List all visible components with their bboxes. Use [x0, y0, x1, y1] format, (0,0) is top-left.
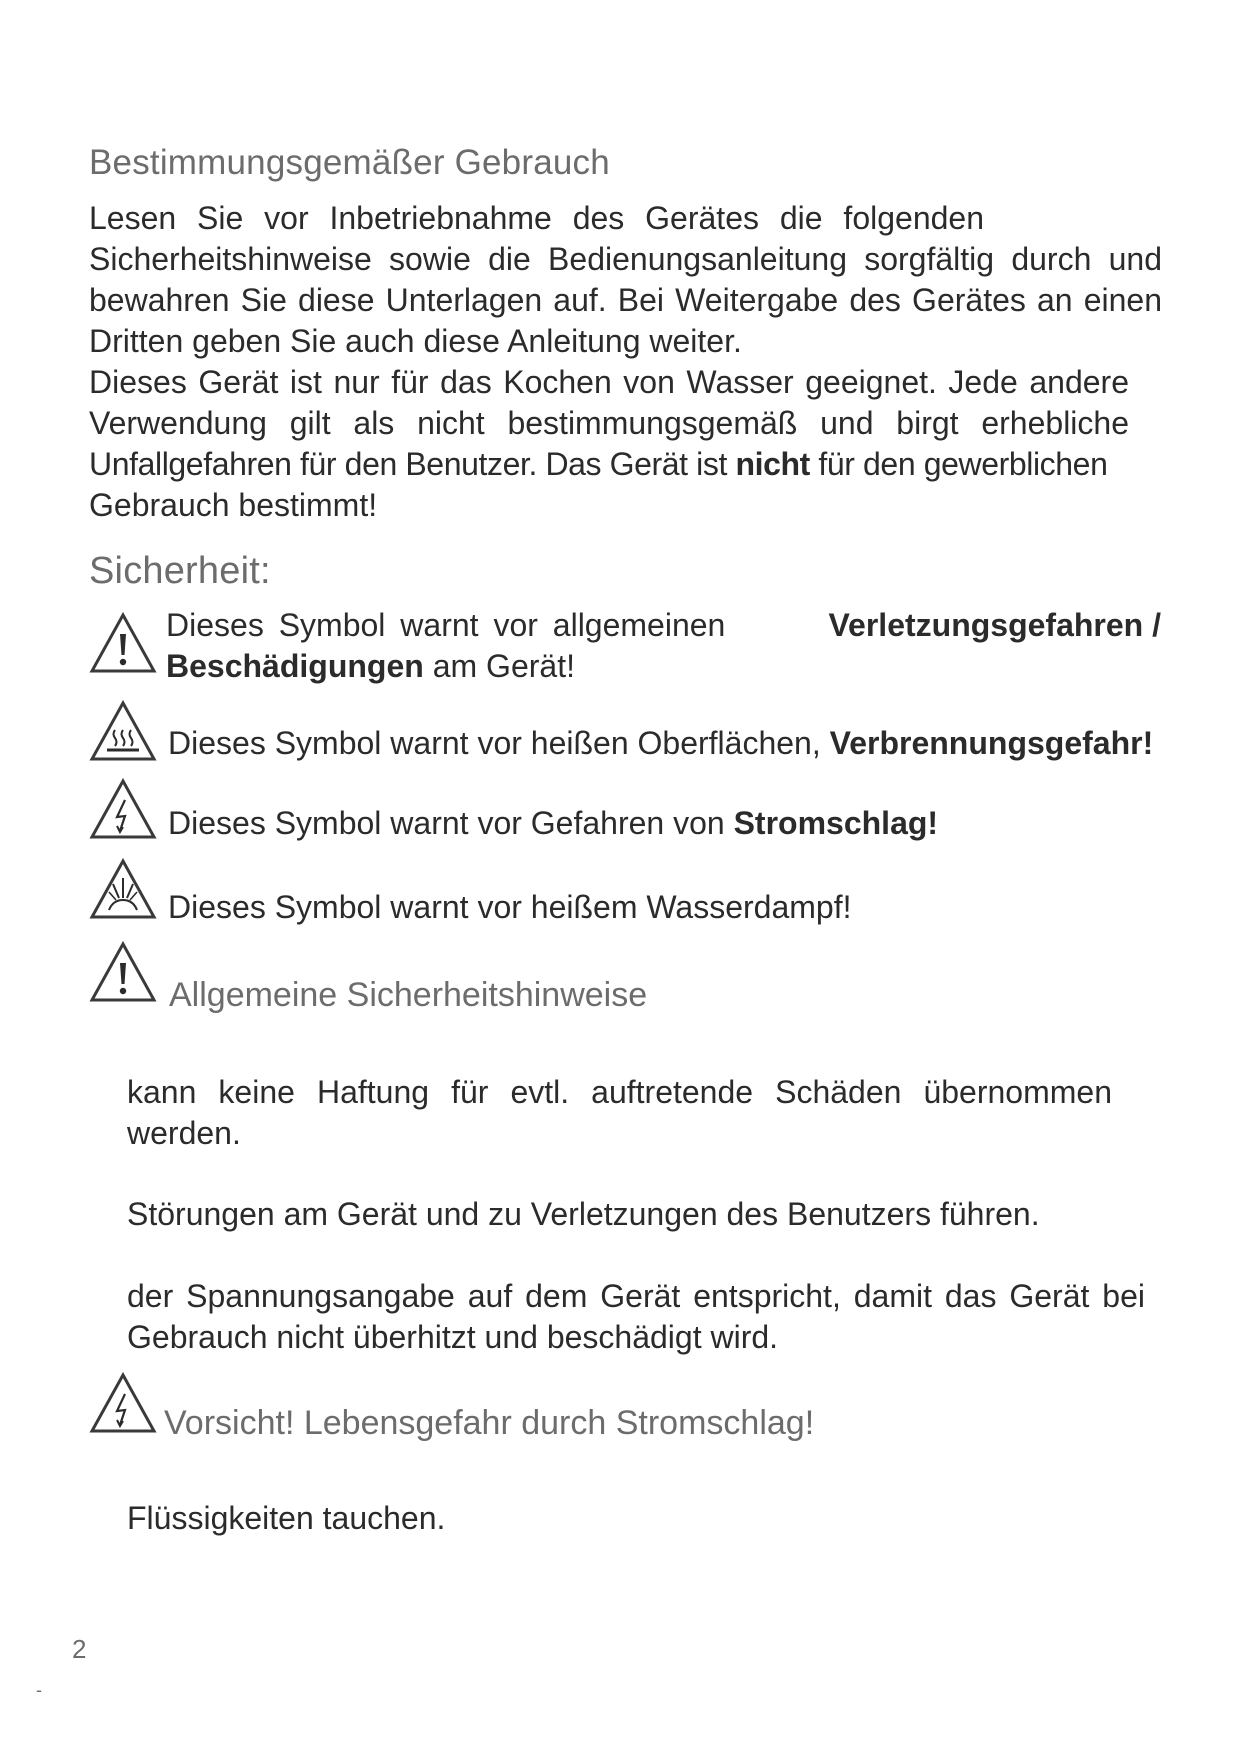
text-span: Unfallgefahren für den Benutzer. Das Gerät ist: [89, 446, 736, 482]
text-span: für den gewerblichen: [809, 446, 1108, 482]
bold-word: Stromschlag!: [733, 805, 939, 841]
intended-use-paragraph: [89, 198, 1162, 526]
general-safety-heading: Allgemeine Sicherheitshinweise: [169, 976, 648, 1014]
text-line: Flüssigkeiten tauchen.: [127, 1500, 446, 1536]
text-line: [166, 646, 1161, 687]
text-line: der Spannungsangabe auf dem Gerät entspricht, damit das Gerät bei: [127, 1278, 1145, 1314]
electric-shock-icon: [89, 1372, 157, 1434]
hot-steam-icon: [89, 858, 157, 920]
text-span: Dieses Symbol warnt vor allgemeinen: [166, 607, 726, 643]
bold-word: nicht: [735, 446, 810, 482]
text-line: [89, 444, 1162, 485]
footer-mark: -: [36, 1680, 42, 1700]
general-safety-paragraph: [127, 1194, 1040, 1235]
text-span: Dieses Symbol warnt vor heißen Oberflächen,: [168, 725, 830, 761]
text-span: Dieses Symbol warnt vor Gefahren von: [168, 805, 734, 841]
symbol-hot-surface-description: [168, 723, 1178, 764]
electric-warning-heading: Vorsicht! Lebensgefahr durch Stromschlag!: [164, 1404, 815, 1442]
text-line: Gebrauch bestimmt!: [89, 487, 378, 523]
section-heading-safety: Sicherheit:: [89, 550, 271, 592]
bold-word: Verbrennungsgefahr!: [829, 725, 1154, 761]
section-heading-intended-use: Bestimmungsgemäßer Gebrauch: [89, 143, 610, 182]
text-line: [166, 605, 1161, 646]
page-number: 2: [72, 1634, 87, 1664]
text-line: Störungen am Gerät und zu Verletzungen des Benutzers führen.: [127, 1196, 1040, 1232]
symbol-electric-description: [168, 803, 938, 844]
symbol-steam-description: Dieses Symbol warnt vor heißem Wasserdampf!: [168, 889, 852, 925]
electric-shock-icon: [89, 778, 157, 840]
warning-exclamation-icon: [89, 612, 157, 674]
text-line: werden.: [127, 1115, 241, 1151]
text-line: Lesen Sie vor Inbetriebnahme des Gerätes die folgenden: [89, 200, 984, 236]
text-line: Gebrauch nicht überhitzt und beschädigt wird.: [127, 1319, 779, 1355]
symbol-general-description: [166, 605, 1161, 687]
text-line: Dritten geben Sie auch diese Anleitung weiter.: [89, 323, 742, 359]
text-line: Verwendung gilt als nicht bestimmungsgemäß und birgt erhebliche: [89, 405, 1129, 441]
general-safety-paragraph: [127, 1072, 1112, 1154]
bold-word: Beschädigungen: [166, 648, 424, 684]
text-line: bewahren Sie diese Unterlagen auf. Bei Weitergabe des Gerätes an einen: [89, 282, 1162, 318]
text-line: kann keine Haftung für evtl. auftretende Schäden übernommen: [127, 1074, 1112, 1110]
text-span: am Gerät!: [423, 648, 575, 684]
hot-surface-icon: [89, 700, 157, 762]
general-safety-paragraph: [127, 1276, 1145, 1358]
text-line: Dieses Gerät ist nur für das Kochen von Wasser geeignet. Jede andere: [89, 364, 1129, 400]
text-line: Sicherheitshinweise sowie die Bedienungsanleitung sorgfältig durch und: [89, 241, 1162, 277]
bold-word: Verletzungsgefahren /: [828, 607, 1161, 643]
electric-warning-paragraph: [127, 1498, 445, 1539]
warning-exclamation-icon: [89, 941, 157, 1003]
